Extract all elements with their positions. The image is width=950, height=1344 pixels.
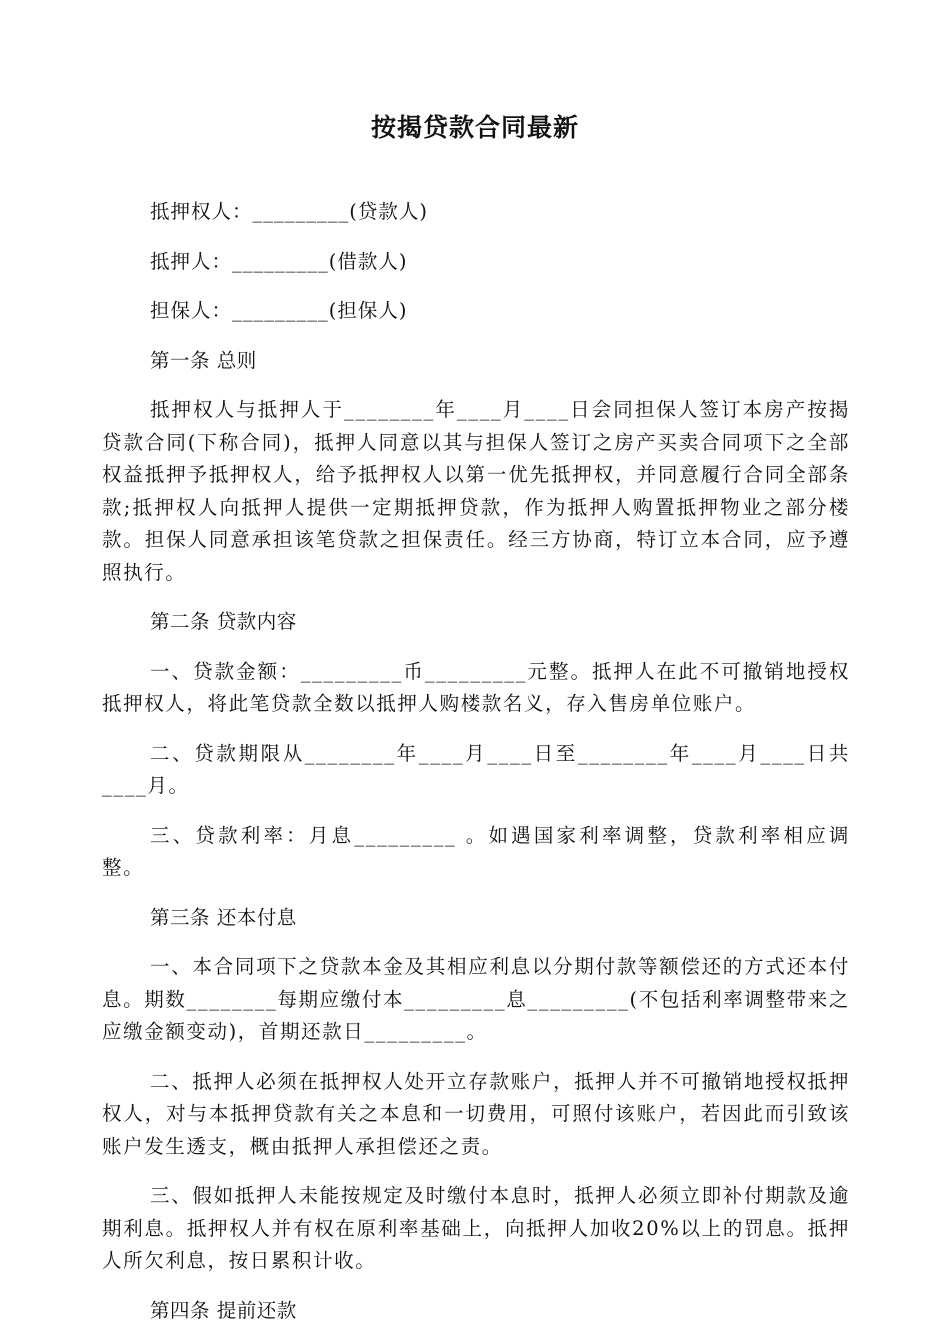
article-4-heading: 第四条 提前还款 xyxy=(150,1298,297,1322)
article-3-clause-3: 三、假如抵押人未能按规定及时缴付本息时，抵押人必须立即补付期款及逾期利息。抵押权人并有权在原利率基础上，向抵押人加收20%以上的罚息。抵押人所欠利息，按日累积计收。 xyxy=(102,1184,850,1272)
document-body xyxy=(102,196,850,1344)
document-title: 按揭贷款合同最新 xyxy=(370,113,579,142)
article-1-heading: 第一条 总则 xyxy=(150,348,257,372)
article-3-heading: 第三条 还本付息 xyxy=(150,905,297,929)
party-mortgagor-line: 抵押人：_________(借款人) xyxy=(150,249,408,273)
party-guarantor-line: 担保人：_________(担保人) xyxy=(150,299,408,322)
article-2-clause-3: 三、贷款利率：月息_________ 。如遇国家利率调整，贷款利率相应调整。 xyxy=(102,823,850,879)
article-1-body: 抵押权人与抵押人于________年____月____日会同担保人签订本房产按揭贷款合同(下称合同)，抵押人同意以其与担保人签订之房产买卖合同项下之全部权益抵押予抵押权人，给予抵押权人以第一优先抵押权，并同意履行合同全部条款;抵押权人向抵押人提供一定期抵押贷款，作为抵押人购置抵押物业之部分楼款。担保人同意承担该笔贷款之担保责任。经三方协商，特订立本合同，应予遵照执行。 xyxy=(102,398,850,584)
article-3-clause-1: 一、本合同项下之贷款本金及其相应利息以分期付款等额偿还的方式还本付息。期数________每期应缴付本_________息_________(不包括利率调整带来之应缴金额变动)，首期还款日_________。 xyxy=(102,955,850,1043)
party-mortgagee-line: 抵押权人：_________(贷款人) xyxy=(150,200,428,223)
article-3-clause-2: 二、抵押人必须在抵押权人处开立存款账户，抵押人并不可撤销地授权抵押权人，对与本抵押贷款有关之本息和一切费用，可照付该账户，若因此而引致该账户发生透支，概由抵押人承担偿还之责。 xyxy=(102,1069,850,1158)
article-2-clause-1: 一、贷款金额：_________币_________元整。抵押人在此不可撤销地授权抵押权人，将此笔贷款全数以抵押人购楼款名义，存入售房单位账户。 xyxy=(102,659,850,715)
article-2-clause-2: 二、贷款期限从________年____月____日至________年____月____日共____月。 xyxy=(102,741,850,797)
article-2-heading: 第二条 贷款内容 xyxy=(150,610,297,633)
